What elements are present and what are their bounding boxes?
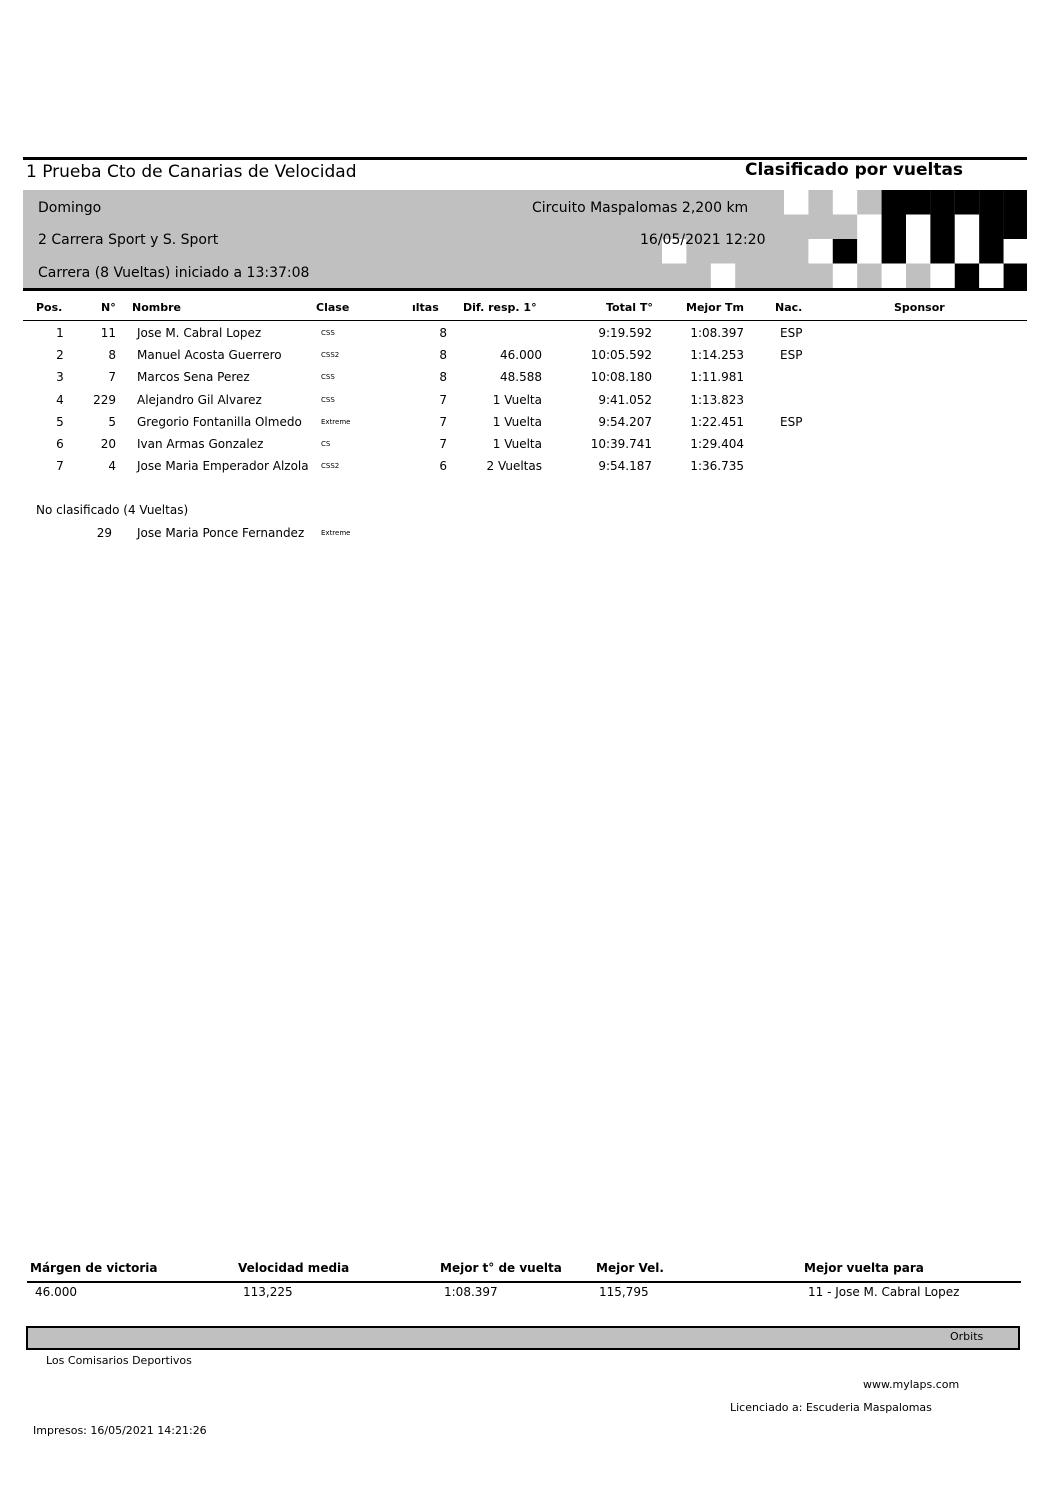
- margin-label: Márgen de victoria: [30, 1261, 158, 1275]
- event-title: 1 Prueba Cto de Canarias de Velocidad: [26, 162, 357, 182]
- col-diff: Dif. resp. 1°: [463, 301, 537, 314]
- license-text: Licenciado a: Escuderia Maspalomas: [730, 1401, 932, 1414]
- cell-best: 1:14.253: [690, 348, 744, 363]
- cell-diff: 48.588: [500, 370, 542, 385]
- checker-square: [882, 264, 906, 289]
- cell-laps: 8: [439, 348, 447, 363]
- cell-diff: 1 Vuelta: [492, 414, 542, 429]
- session-day: Domingo: [38, 200, 102, 216]
- cell-total: 9:19.592: [598, 326, 652, 340]
- col-laps: ıltas: [412, 301, 439, 314]
- best-lap-for-value: 11 - Jose M. Cabral Lopez: [808, 1285, 960, 1299]
- cell-num: 229: [93, 392, 116, 407]
- best-speed-value: 115,795: [599, 1285, 649, 1299]
- checker-square: [833, 239, 857, 264]
- cell-total: 9:41.052: [598, 392, 652, 407]
- checker-square: [979, 190, 1003, 215]
- cell-name: Manuel Acosta Guerrero: [137, 348, 282, 363]
- checker-square: [711, 264, 735, 289]
- cell-name: Gregorio Fontanilla Olmedo: [137, 414, 302, 429]
- cell-class: CSS: [321, 373, 335, 382]
- checker-square: [930, 190, 954, 215]
- cell-diff: 46.000: [500, 348, 542, 363]
- cell-laps: 8: [439, 370, 447, 385]
- cell-laps: 8: [439, 326, 447, 340]
- checker-square: [857, 215, 881, 240]
- circuit-name: Circuito Maspalomas 2,200 km: [532, 200, 749, 216]
- cell-total: 10:39.741: [590, 437, 652, 451]
- col-best: Mejor Tm: [686, 301, 744, 314]
- best-lap-value: 1:08.397: [444, 1285, 498, 1299]
- cell-num: 20: [100, 437, 116, 451]
- col-class: Clase: [316, 301, 350, 314]
- footer-rule: [27, 1281, 1021, 1283]
- cell-pos: 5: [56, 414, 64, 429]
- col-sponsor: Sponsor: [894, 301, 945, 314]
- checker-square: [955, 239, 979, 264]
- cell-name: Alejandro Gil Alvarez: [137, 392, 262, 407]
- cell-laps: 7: [439, 414, 447, 429]
- cell-laps: 7: [439, 392, 447, 407]
- cell-best: 1:36.735: [690, 459, 744, 474]
- checker-square: [1004, 264, 1027, 289]
- cell-total: 9:54.207: [598, 414, 652, 429]
- session-name: 2 Carrera Sport y S. Sport: [38, 232, 219, 248]
- checker-square: [930, 215, 954, 240]
- cell-class: CS: [321, 440, 331, 448]
- checker-square: [955, 264, 979, 289]
- cell-name: Marcos Sena Perez: [137, 370, 250, 385]
- cell-total: 10:05.592: [590, 348, 652, 363]
- cell-nat: ESP: [780, 414, 803, 429]
- cell-name: Jose M. Cabral Lopez: [137, 326, 262, 340]
- cell-num: 29: [96, 526, 112, 540]
- cell-class: CSS: [321, 395, 335, 404]
- session-datetime: 16/05/2021 12:20: [640, 232, 766, 248]
- checker-square: [930, 239, 954, 264]
- cell-pos: 3: [56, 370, 64, 385]
- orbits-label: Orbits: [950, 1330, 984, 1343]
- report-title: Clasificado por vueltas: [745, 160, 964, 180]
- cell-diff: 1 Vuelta: [492, 392, 542, 407]
- cell-laps: 7: [439, 437, 447, 451]
- cell-name: Ivan Armas Gonzalez: [137, 437, 264, 451]
- cell-pos: 4: [56, 392, 64, 407]
- checker-square: [857, 239, 881, 264]
- cell-best: 1:13.823: [690, 392, 744, 407]
- cell-pos: 2: [56, 348, 64, 363]
- header-rule: [23, 320, 1027, 321]
- cell-class: CSS: [321, 329, 335, 337]
- col-nat: Nac.: [775, 301, 803, 314]
- checker-square: [1004, 215, 1027, 240]
- avg-speed-label: Velocidad media: [238, 1261, 350, 1275]
- checker-square: [979, 264, 1003, 289]
- checker-square: [906, 215, 930, 240]
- checker-square: [882, 239, 906, 264]
- website-link[interactable]: www.mylaps.com: [863, 1378, 960, 1391]
- checker-square: [906, 190, 930, 215]
- checker-square: [979, 215, 1003, 240]
- cell-pos: 1: [56, 326, 64, 340]
- cell-num: 5: [108, 414, 116, 429]
- cell-best: 1:08.397: [690, 326, 744, 340]
- checker-square: [955, 215, 979, 240]
- checker-square: [955, 190, 979, 215]
- checker-square: [1004, 190, 1027, 215]
- not-classified-label: No clasificado (4 Vueltas): [36, 503, 189, 517]
- cell-num: 8: [108, 348, 116, 363]
- cell-name: Jose Maria Emperador Alzola: [137, 459, 309, 474]
- checker-square: [906, 239, 930, 264]
- cell-class: Extreme: [321, 529, 351, 537]
- col-total: Total T°: [606, 301, 653, 314]
- checker-square: [979, 239, 1003, 264]
- cell-total: 10:08.180: [590, 370, 652, 385]
- cell-nat: ESP: [780, 348, 803, 363]
- checker-square: [833, 264, 857, 289]
- cell-num: 11: [100, 326, 116, 340]
- cell-total: 9:54.187: [598, 459, 652, 474]
- cell-num: 4: [108, 459, 116, 474]
- col-pos: Pos.: [36, 301, 63, 314]
- cell-num: 7: [108, 370, 116, 385]
- race-info: Carrera (8 Vueltas) iniciado a 13:37:08: [38, 265, 310, 281]
- cell-pos: 6: [56, 437, 64, 451]
- printed-timestamp: Impresos: 16/05/2021 14:21:26: [33, 1424, 207, 1437]
- cell-best: 1:22.451: [690, 414, 744, 429]
- stewards-label: Los Comisarios Deportivos: [46, 1354, 192, 1367]
- col-name: Nombre: [132, 301, 181, 314]
- checker-square: [808, 239, 832, 264]
- best-lap-for-label: Mejor vuelta para: [804, 1261, 924, 1275]
- col-num: N°: [101, 301, 116, 314]
- orbits-bar: [26, 1326, 1020, 1350]
- cell-class: CSS2: [321, 351, 340, 360]
- checker-square: [784, 190, 808, 215]
- cell-diff: 2 Vueltas: [486, 459, 542, 474]
- cell-best: 1:11.981: [690, 370, 744, 385]
- best-speed-label: Mejor Vel.: [596, 1261, 664, 1275]
- cell-best: 1:29.404: [690, 437, 744, 451]
- checker-square: [1004, 239, 1027, 264]
- checker-square: [833, 190, 857, 215]
- best-lap-label: Mejor t° de vuelta: [440, 1261, 562, 1275]
- cell-pos: 7: [56, 459, 64, 474]
- checker-square: [882, 190, 906, 215]
- cell-nat: ESP: [780, 326, 803, 340]
- cell-laps: 6: [439, 459, 447, 474]
- header-band-rule: [23, 288, 1027, 291]
- avg-speed-value: 113,225: [243, 1285, 293, 1299]
- margin-value: 46.000: [35, 1285, 77, 1299]
- cell-class: CSS2: [321, 462, 340, 471]
- cell-diff: 1 Vuelta: [492, 437, 542, 451]
- cell-class: Extreme: [321, 417, 351, 426]
- checker-square: [882, 215, 906, 240]
- cell-name: Jose Maria Ponce Fernandez: [137, 526, 305, 540]
- checker-square: [930, 264, 954, 289]
